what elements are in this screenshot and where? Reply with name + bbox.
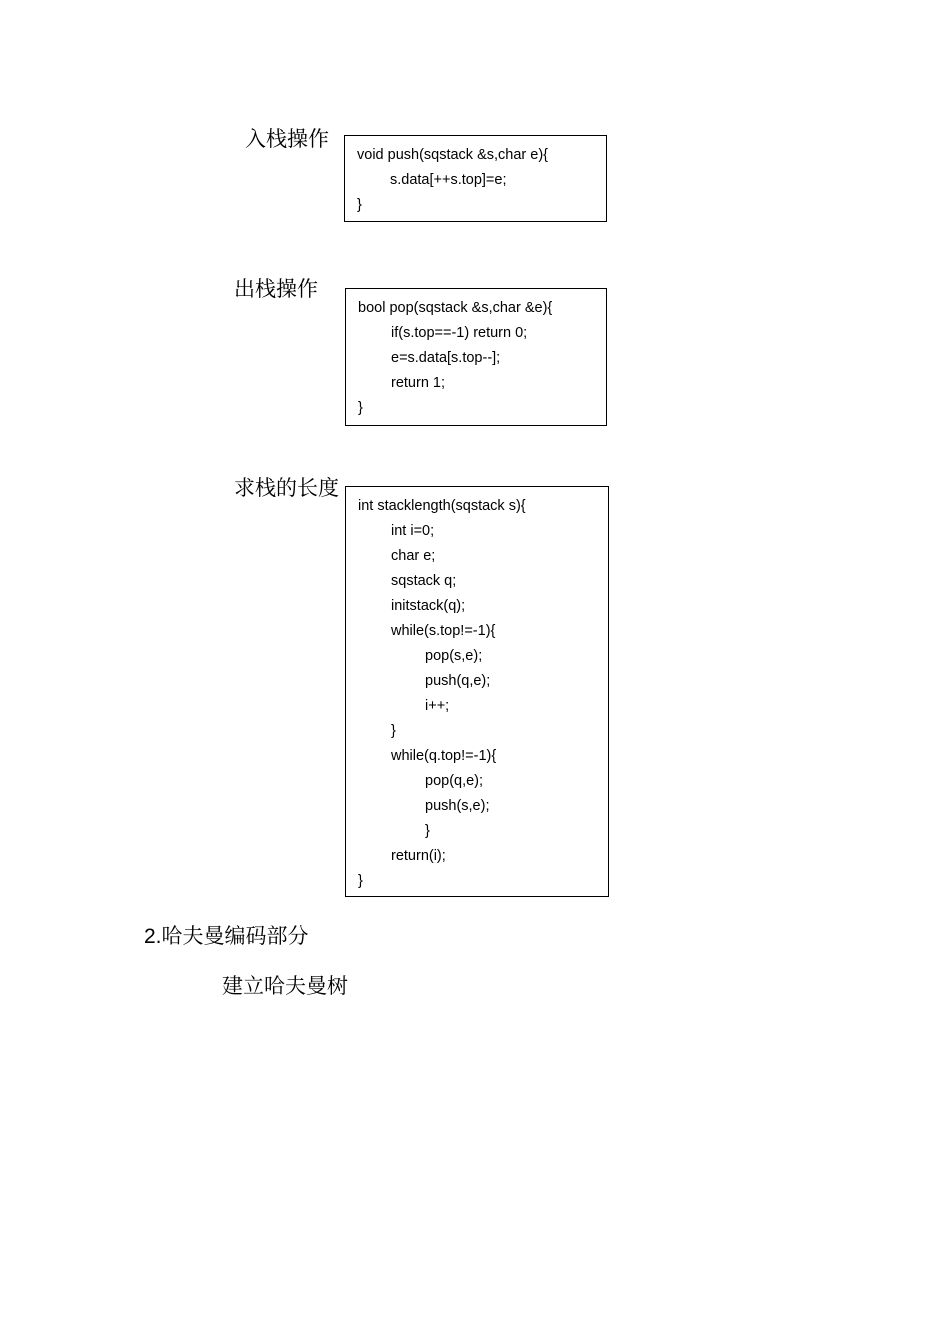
code-line: return(i); xyxy=(391,848,446,864)
code-line: initstack(q); xyxy=(391,598,466,614)
code-line: push(q,e); xyxy=(425,673,491,689)
code-line: while(s.top!=-1){ xyxy=(391,623,496,639)
code-block-pop xyxy=(345,288,607,426)
heading-number: 2. xyxy=(144,925,162,948)
code-line: bool pop(sqstack &s,char &e){ xyxy=(358,300,553,316)
code-line: } xyxy=(358,873,363,889)
section-label-push: 入栈操作 xyxy=(245,127,329,151)
code-line: char e; xyxy=(391,548,436,564)
code-block-push xyxy=(344,135,607,222)
code-line: int i=0; xyxy=(391,523,435,539)
code-line: void push(sqstack &s,char e){ xyxy=(357,147,549,163)
code-line: s.data[++s.top]=e; xyxy=(390,172,507,188)
code-line: if(s.top==-1) return 0; xyxy=(391,325,528,341)
section-label-pop: 出栈操作 xyxy=(234,277,318,301)
code-line: pop(s,e); xyxy=(425,648,483,664)
code-line: } xyxy=(358,400,363,416)
code-block-stacklength xyxy=(345,486,609,897)
code-line: } xyxy=(391,723,396,739)
code-line: push(s,e); xyxy=(425,798,490,814)
code-line: int stacklength(sqstack s){ xyxy=(358,498,526,514)
subheading: 建立哈夫曼树 xyxy=(222,974,348,998)
code-line: pop(q,e); xyxy=(425,773,484,789)
code-line: e=s.data[s.top--]; xyxy=(391,350,501,366)
code-line: return 1; xyxy=(391,375,445,391)
code-line: } xyxy=(357,197,362,213)
section-label-stacklength: 求栈的长度 xyxy=(234,476,339,500)
code-line: sqstack q; xyxy=(391,573,457,589)
section-heading xyxy=(144,924,309,949)
code-line: while(q.top!=-1){ xyxy=(391,748,497,764)
heading-text: 哈夫曼编码部分 xyxy=(161,924,309,948)
code-line: i++; xyxy=(425,698,450,714)
code-line: } xyxy=(425,823,430,839)
